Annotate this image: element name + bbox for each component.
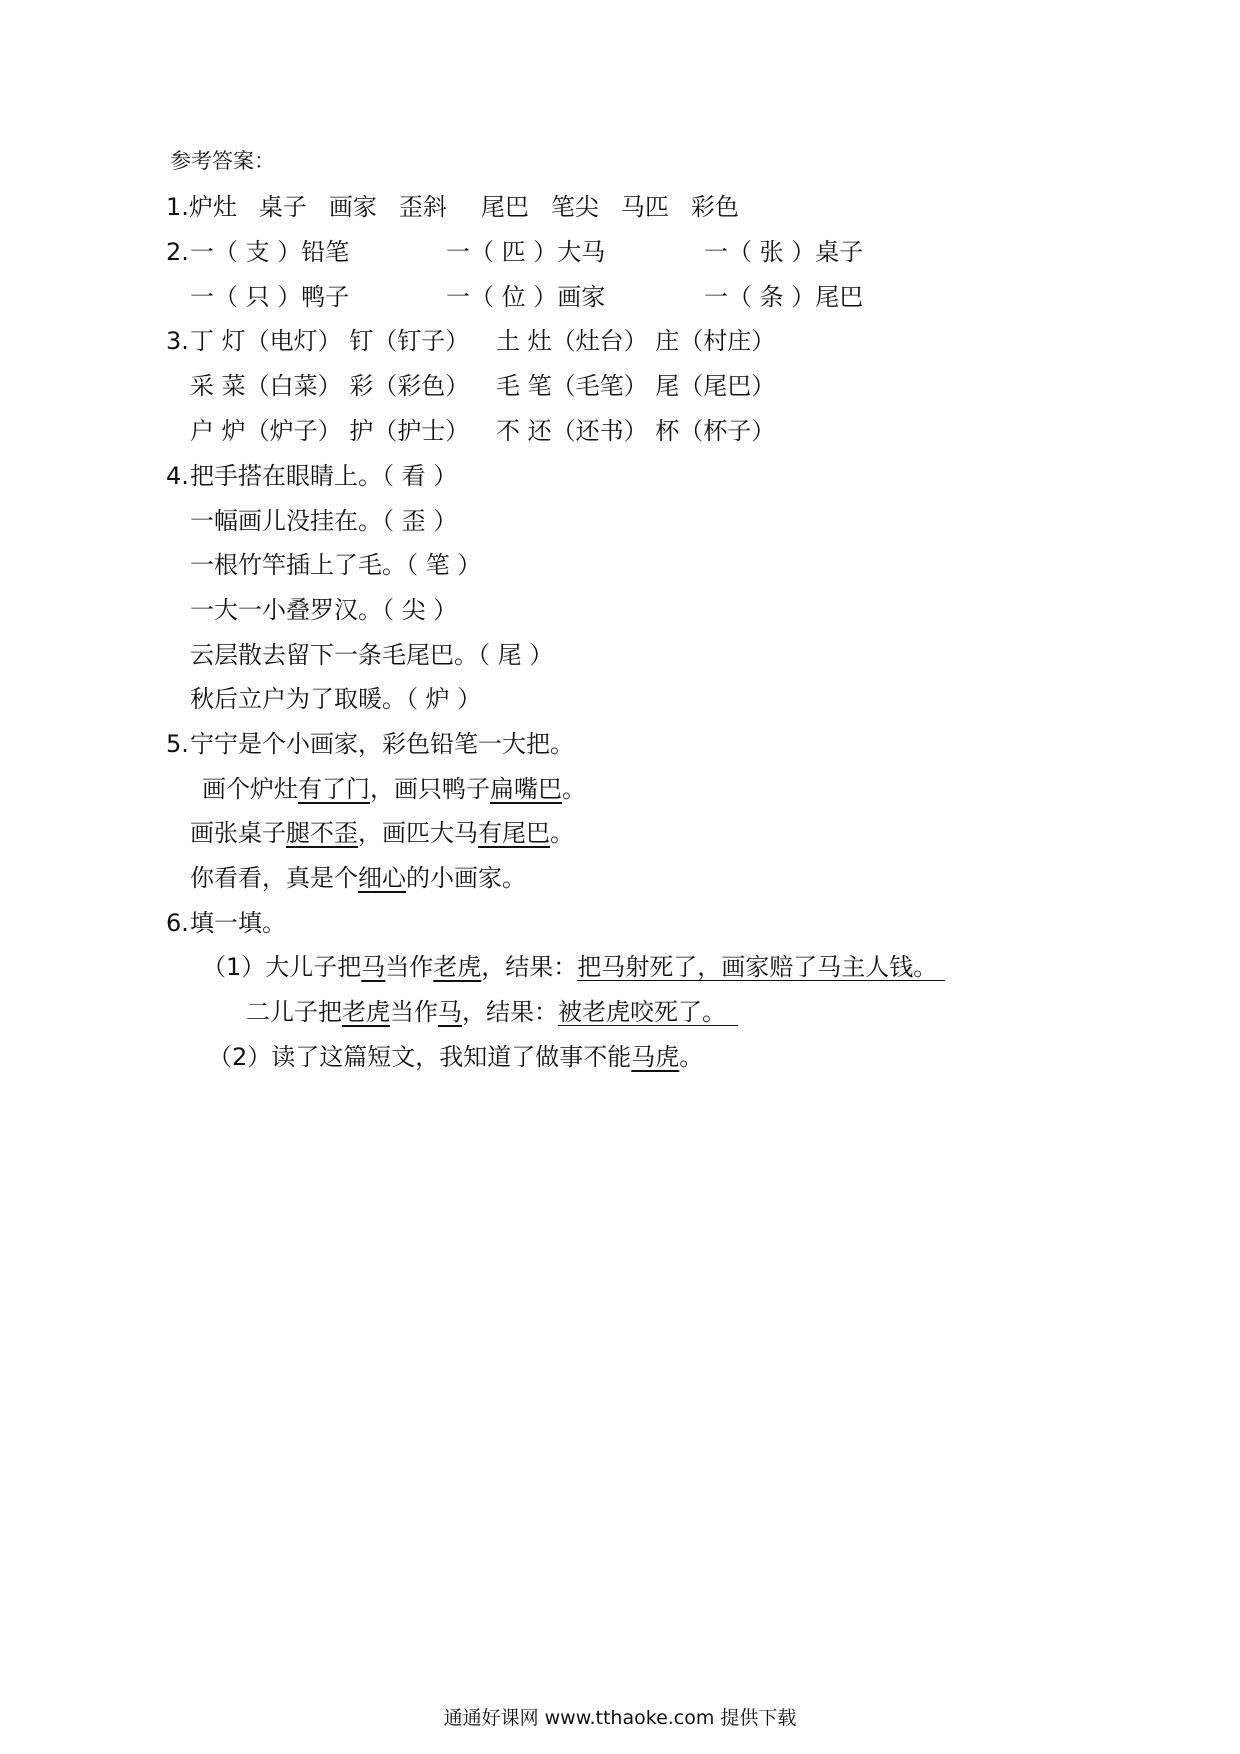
poem-line: 你看看，真是个细心的小画家。 <box>190 864 526 892</box>
word: 桌子 <box>258 193 307 221</box>
question-title: 填一填。 <box>190 909 286 937</box>
word: 炉灶 <box>188 193 237 221</box>
question-number: 3. <box>166 327 189 355</box>
char-group: 不 还（还书） 杯（杯子） <box>496 417 776 445</box>
riddle-item: 云层散去留下一条毛尾巴。（ 尾 ） <box>190 641 554 669</box>
char-group: 土 灶（灶台） 庄（村庄） <box>496 327 776 355</box>
poem-line: 宁宁是个小画家，彩色铅笔一大把。 <box>190 730 574 758</box>
char-group: 毛 笔（毛笔） 尾（尾巴） <box>496 372 776 400</box>
footer-credit: 通通好课网 www.tthaoke.com 提供下载 <box>443 1707 797 1729</box>
poem-line: 画个炉灶有了门，画只鸭子扁嘴巴。 <box>202 775 586 803</box>
char-group: 丁 灯（电灯） 钉（钉子） <box>190 327 470 355</box>
word: 彩色 <box>690 193 739 221</box>
riddle-item: 一大一小叠罗汉。（ 尖 ） <box>190 596 458 624</box>
riddle-item: 一根竹竿插上了毛。（ 笔 ） <box>190 551 482 579</box>
answer-line: 二儿子把老虎当作马，结果：被老虎咬死了。 <box>246 997 738 1027</box>
answer-underline: 马 <box>361 953 386 981</box>
word: 尾巴 <box>480 193 529 221</box>
question-number: 6. <box>166 909 189 937</box>
answer-underline: 把马射死了，画家赔了马主人钱。 <box>577 954 945 981</box>
riddle-item: 秋后立户为了取暖。（ 炉 ） <box>190 685 482 713</box>
question-1 <box>166 192 739 222</box>
word: 画家 <box>328 193 377 221</box>
answer-line: （2）读了这篇短文，我知道了做事不能马虎。 <box>208 1043 704 1071</box>
riddle-item: 一幅画儿没挂在。（ 歪 ） <box>190 507 458 535</box>
answer-underline: 有了门 <box>298 775 370 803</box>
answer-underline: 马虎 <box>631 1043 680 1071</box>
question-number: 5. <box>166 730 189 758</box>
word: 笔尖 <box>550 193 599 221</box>
answer-underline: 有尾巴 <box>478 819 550 847</box>
measure-item: 一（ 位 ）画家 <box>446 283 606 311</box>
char-group: 采 菜（白菜） 彩（彩色） <box>190 372 470 400</box>
measure-item: 一（ 条 ）尾巴 <box>704 283 864 311</box>
word: 歪斜 <box>398 193 447 221</box>
riddle-item: 把手搭在眼睛上。（ 看 ） <box>190 462 458 490</box>
answer-underline: 被老虎咬死了。 <box>558 999 738 1026</box>
question-number: 2. <box>166 238 189 266</box>
word: 马匹 <box>620 193 669 221</box>
answer-underline: 老虎 <box>342 998 390 1026</box>
answer-underline: 细心 <box>358 864 406 892</box>
poem-line: 画张桌子腿不歪，画匹大马有尾巴。 <box>190 819 574 847</box>
answer-underline: 扁嘴巴 <box>490 775 562 803</box>
question-number: 1. <box>166 193 189 221</box>
answer-underline: 马 <box>438 998 462 1026</box>
answer-line: （1）大儿子把马当作老虎，结果：把马射死了，画家赔了马主人钱。 <box>202 952 945 982</box>
measure-item: 一（ 只 ）鸭子 <box>190 283 350 311</box>
char-group: 户 炉（炉子） 护（护士） <box>190 417 470 445</box>
measure-item: 一（ 张 ）桌子 <box>704 238 864 266</box>
measure-item: 一（ 支 ）铅笔 <box>190 238 350 266</box>
answer-underline: 老虎 <box>433 953 482 981</box>
question-number: 4. <box>166 462 189 490</box>
page-heading: 参考答案： <box>170 149 275 173</box>
answer-underline: 腿不歪 <box>286 819 358 847</box>
measure-item: 一（ 匹 ）大马 <box>446 238 606 266</box>
